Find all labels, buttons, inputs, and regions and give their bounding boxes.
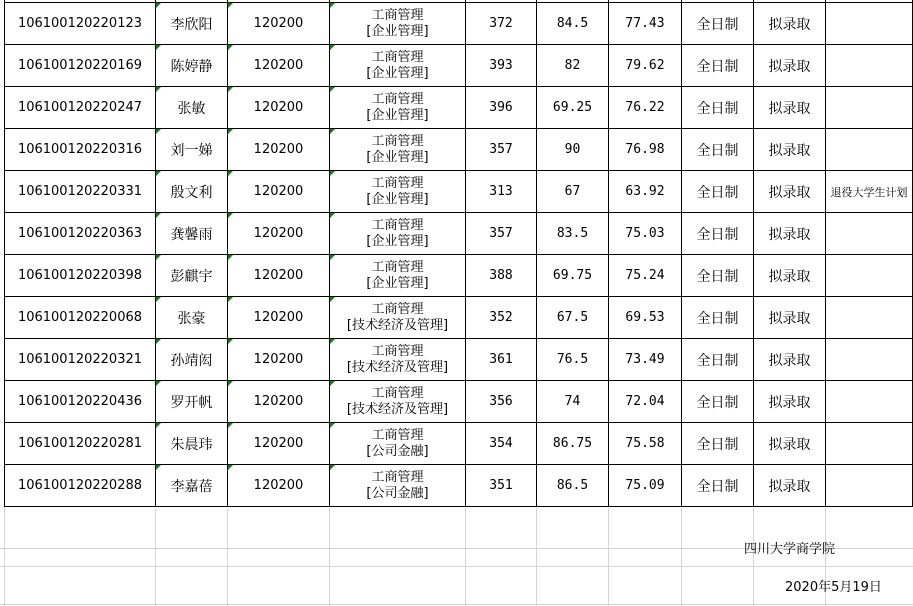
cell-flag-marker	[156, 423, 161, 428]
footer-organization: 四川大学商学院	[744, 542, 836, 557]
sheet-gridline-v	[465, 506, 466, 606]
cell-flag-marker	[156, 465, 161, 470]
cell-flag-marker	[228, 171, 233, 176]
major-code-cell: 120200	[253, 58, 304, 73]
cell-flag-marker	[330, 171, 335, 176]
major-name: 工商管理	[371, 469, 424, 485]
major-code-cell: 120200	[253, 226, 304, 241]
cell-flag-marker	[330, 381, 335, 386]
candidate-id-cell: 106100120220436	[17, 394, 143, 409]
cell-flag-marker	[156, 45, 161, 50]
note-cell	[826, 87, 912, 128]
major-name: 工商管理	[371, 259, 424, 275]
total-score-cell: 63.92	[625, 184, 665, 199]
interview-score-cell: 86.5	[556, 478, 589, 493]
major-name: 工商管理	[371, 133, 424, 149]
major-code-cell: 120200	[253, 478, 304, 493]
name-cell: 罗开帆	[170, 394, 213, 411]
candidate-id-cell: 106100120220398	[17, 268, 143, 283]
note-cell	[826, 465, 912, 506]
major-code-cell: 120200	[253, 142, 304, 157]
cell-flag-marker	[156, 213, 161, 218]
major-code-cell: 120200	[253, 16, 304, 31]
candidate-id-cell: 106100120220288	[17, 478, 143, 493]
note-cell	[826, 45, 912, 86]
cell-flag-marker	[228, 381, 233, 386]
name-cell: 朱晨玮	[170, 436, 213, 453]
candidate-id-cell: 106100120220281	[17, 436, 143, 451]
major-cell	[330, 381, 465, 422]
name-cell: 李欣阳	[170, 16, 213, 33]
cell-flag-marker	[228, 213, 233, 218]
candidate-id-cell: 106100120220247	[17, 100, 143, 115]
cell-flag-marker	[228, 45, 233, 50]
initial-score-cell: 351	[489, 478, 513, 493]
major-code-cell: 120200	[253, 394, 304, 409]
cell-flag-marker	[156, 381, 161, 386]
study-mode-cell: 全日制	[696, 226, 739, 243]
major-direction: [企业管理]	[366, 65, 429, 81]
cell-flag-marker	[156, 297, 161, 302]
sheet-gridline-h	[0, 604, 913, 605]
cell-flag-marker	[330, 3, 335, 8]
sheet-gridline-v	[329, 506, 330, 606]
major-code-cell: 120200	[253, 100, 304, 115]
result-cell: 拟录取	[768, 100, 811, 117]
result-cell: 拟录取	[768, 436, 811, 453]
study-mode-cell: 全日制	[696, 352, 739, 369]
interview-score-cell: 82	[564, 58, 581, 73]
cell-flag-marker	[228, 339, 233, 344]
sheet-gridline-v	[227, 506, 228, 606]
study-mode-cell: 全日制	[696, 184, 739, 201]
initial-score-cell: 313	[489, 184, 513, 199]
cell-flag-marker	[228, 297, 233, 302]
major-cell	[330, 213, 465, 254]
candidate-id-cell: 106100120220321	[17, 352, 143, 367]
initial-score-cell: 388	[489, 268, 513, 283]
major-cell	[330, 255, 465, 296]
total-score-cell: 69.53	[625, 310, 665, 325]
cell-flag-marker	[156, 3, 161, 8]
cell-flag-marker	[330, 423, 335, 428]
study-mode-cell: 全日制	[696, 394, 739, 411]
study-mode-cell: 全日制	[696, 478, 739, 495]
note-cell	[826, 213, 912, 254]
candidate-id-cell: 106100120220169	[17, 58, 143, 73]
cell-flag-marker	[330, 465, 335, 470]
major-code-cell: 120200	[253, 436, 304, 451]
major-name: 工商管理	[371, 175, 424, 191]
cell-flag-marker	[156, 339, 161, 344]
result-cell: 拟录取	[768, 184, 811, 201]
major-name: 工商管理	[371, 427, 424, 443]
cell-flag-marker	[228, 255, 233, 260]
major-direction: [企业管理]	[366, 23, 429, 39]
result-cell: 拟录取	[768, 310, 811, 327]
interview-score-cell: 86.75	[552, 436, 593, 451]
interview-score-cell: 90	[564, 142, 581, 157]
major-code-cell: 120200	[253, 352, 304, 367]
cell-flag-marker	[330, 339, 335, 344]
note-cell	[826, 129, 912, 170]
initial-score-cell: 361	[489, 352, 513, 367]
footer-date: 2020年5月19日	[785, 580, 882, 595]
cell-flag-marker	[228, 465, 233, 470]
note-cell	[826, 255, 912, 296]
major-cell	[330, 87, 465, 128]
total-score-cell: 72.04	[625, 394, 665, 409]
total-score-cell: 75.24	[625, 268, 665, 283]
major-name: 工商管理	[371, 217, 424, 233]
study-mode-cell: 全日制	[696, 16, 739, 33]
major-name: 工商管理	[371, 301, 424, 317]
major-cell	[330, 297, 465, 338]
total-score-cell: 76.98	[625, 142, 665, 157]
major-direction: [公司金融]	[366, 485, 429, 501]
cell-flag-marker	[156, 171, 161, 176]
major-cell	[330, 3, 465, 44]
name-cell: 刘一娣	[170, 142, 213, 159]
initial-score-cell: 372	[489, 16, 513, 31]
initial-score-cell: 357	[489, 142, 513, 157]
result-cell: 拟录取	[768, 16, 811, 33]
study-mode-cell: 全日制	[696, 310, 739, 327]
major-name: 工商管理	[371, 49, 424, 65]
total-score-cell: 73.49	[625, 352, 665, 367]
name-cell: 龚馨雨	[170, 226, 213, 243]
interview-score-cell: 74	[564, 394, 581, 409]
major-direction: [公司金融]	[366, 443, 429, 459]
study-mode-cell: 全日制	[696, 268, 739, 285]
candidate-id-cell: 106100120220123	[17, 16, 143, 31]
candidate-id-cell: 106100120220316	[17, 142, 143, 157]
major-cell	[330, 465, 465, 506]
total-score-cell: 77.43	[625, 16, 665, 31]
total-score-cell: 75.58	[625, 436, 665, 451]
major-direction: [企业管理]	[366, 233, 429, 249]
major-code-cell: 120200	[253, 184, 304, 199]
sheet-gridline-v	[608, 506, 609, 606]
name-cell: 张豪	[177, 310, 206, 327]
interview-score-cell: 67	[564, 184, 581, 199]
sheet-gridline-v	[4, 506, 5, 606]
name-cell: 张敏	[177, 100, 206, 117]
major-code-cell: 120200	[253, 268, 304, 283]
initial-score-cell: 393	[489, 58, 513, 73]
major-name: 工商管理	[371, 343, 424, 359]
major-direction: [技术经济及管理]	[346, 401, 449, 417]
total-score-cell: 79.62	[625, 58, 665, 73]
study-mode-cell: 全日制	[696, 100, 739, 117]
cell-flag-marker	[156, 129, 161, 134]
major-direction: [企业管理]	[366, 107, 429, 123]
major-name: 工商管理	[371, 7, 424, 23]
sheet-gridline-v	[155, 506, 156, 606]
name-cell: 李嘉蓓	[170, 478, 213, 495]
major-cell	[330, 171, 465, 212]
result-cell: 拟录取	[768, 394, 811, 411]
sheet-gridline-v	[681, 506, 682, 606]
cell-flag-marker	[330, 87, 335, 92]
major-direction: [技术经济及管理]	[346, 359, 449, 375]
initial-score-cell: 357	[489, 226, 513, 241]
cell-flag-marker	[330, 213, 335, 218]
cell-flag-marker	[330, 45, 335, 50]
note-cell	[826, 381, 912, 422]
cell-flag-marker	[330, 129, 335, 134]
initial-score-cell: 396	[489, 100, 513, 115]
sheet-gridline-h	[0, 566, 913, 567]
candidate-id-cell: 106100120220068	[17, 310, 143, 325]
major-direction: [企业管理]	[366, 275, 429, 291]
initial-score-cell: 356	[489, 394, 513, 409]
major-direction: [企业管理]	[366, 191, 429, 207]
note-cell	[826, 297, 912, 338]
major-name: 工商管理	[371, 91, 424, 107]
note-cell	[826, 423, 912, 464]
major-name: 工商管理	[371, 385, 424, 401]
result-cell: 拟录取	[768, 142, 811, 159]
major-cell	[330, 423, 465, 464]
cell-flag-marker	[330, 255, 335, 260]
name-cell: 陈婷静	[170, 58, 213, 75]
result-cell: 拟录取	[768, 226, 811, 243]
sheet-gridline-v	[536, 506, 537, 606]
total-score-cell: 75.09	[625, 478, 665, 493]
interview-score-cell: 69.75	[552, 268, 593, 283]
name-cell: 孙靖闳	[170, 352, 213, 369]
name-cell: 彭麒宇	[170, 268, 213, 285]
interview-score-cell: 83.5	[556, 226, 589, 241]
note-cell	[826, 3, 912, 44]
major-direction: [企业管理]	[366, 149, 429, 165]
name-cell: 殷文利	[170, 184, 213, 201]
interview-score-cell: 69.25	[552, 100, 593, 115]
table-row-border	[4, 506, 912, 507]
major-cell	[330, 339, 465, 380]
result-cell: 拟录取	[768, 268, 811, 285]
major-direction: [技术经济及管理]	[346, 317, 449, 333]
major-cell	[330, 129, 465, 170]
cell-flag-marker	[228, 129, 233, 134]
study-mode-cell: 全日制	[696, 142, 739, 159]
candidate-id-cell: 106100120220331	[17, 184, 143, 199]
result-cell: 拟录取	[768, 478, 811, 495]
interview-score-cell: 84.5	[556, 16, 589, 31]
study-mode-cell: 全日制	[696, 436, 739, 453]
total-score-cell: 76.22	[625, 100, 665, 115]
cell-flag-marker	[228, 423, 233, 428]
major-cell	[330, 45, 465, 86]
interview-score-cell: 76.5	[556, 352, 589, 367]
note-cell: 退役大学生计划	[830, 185, 908, 199]
cell-flag-marker	[156, 87, 161, 92]
total-score-cell: 75.03	[625, 226, 665, 241]
initial-score-cell: 354	[489, 436, 513, 451]
initial-score-cell: 352	[489, 310, 513, 325]
cell-flag-marker	[156, 255, 161, 260]
note-cell	[826, 339, 912, 380]
cell-flag-marker	[228, 3, 233, 8]
cell-flag-marker	[330, 297, 335, 302]
study-mode-cell: 全日制	[696, 58, 739, 75]
cell-flag-marker	[228, 87, 233, 92]
interview-score-cell: 67.5	[556, 310, 589, 325]
candidate-id-cell: 106100120220363	[17, 226, 143, 241]
major-code-cell: 120200	[253, 310, 304, 325]
result-cell: 拟录取	[768, 352, 811, 369]
result-cell: 拟录取	[768, 58, 811, 75]
